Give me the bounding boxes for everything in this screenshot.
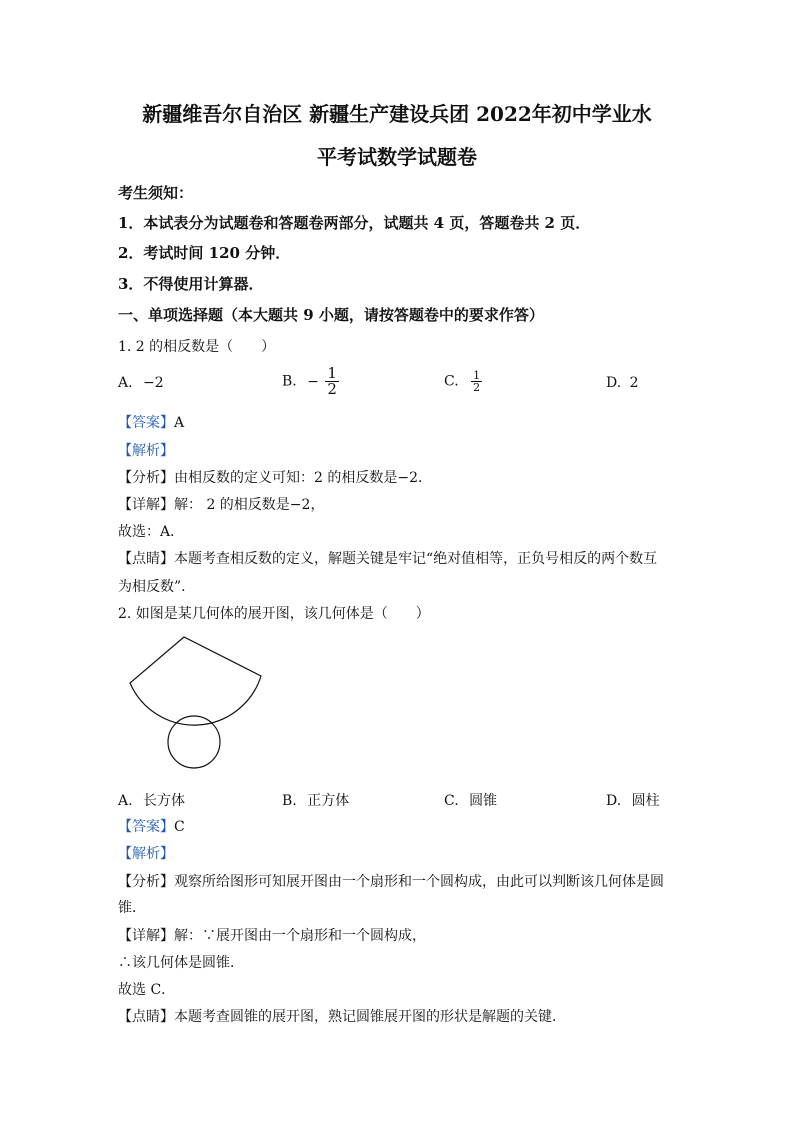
answer-value: A [174, 415, 185, 431]
q2-xiangjie-cont: ∴该几何体是圆锥． [118, 955, 244, 971]
analysis-tag: 【解析】 [118, 443, 174, 459]
dianjing-tag: 【点睛】 [118, 551, 174, 567]
notice-heading: 考生须知： [118, 184, 194, 202]
option-value: −2 [143, 375, 164, 391]
notice-item-3: 3．不得使用计算器． [118, 275, 264, 293]
fraction [471, 370, 482, 393]
option-value: 长方体 [143, 793, 186, 809]
fraction-denominator: 2 [473, 381, 481, 394]
q1-answer [118, 412, 184, 432]
fenxi-text: 观察所给图形可知展开图由一个扇形和一个圆构成，由此可以判断该几何体是圆 [174, 874, 664, 890]
q2-fenxi-cont: 锥． [118, 900, 146, 916]
q1-analysis-tag [118, 440, 174, 460]
fraction-numerator: 1 [327, 364, 337, 382]
xiangjie-tag: 【详解】 [118, 497, 174, 513]
q2-option-c [444, 790, 497, 810]
fraction-numerator: 1 [473, 369, 481, 382]
page-title-line2: 平考试数学试题卷 [317, 145, 477, 169]
analysis-tag: 【解析】 [118, 846, 174, 862]
dianjing-text: 本题考查圆锥的展开图，熟记圆锥展开图的形状是解题的关键． [174, 1009, 566, 1025]
q1-option-c [444, 370, 482, 393]
q2-option-b [282, 790, 349, 810]
fenxi-tag: 【分析】 [118, 470, 174, 486]
q1-guxuan: 故选：A． [118, 524, 185, 540]
xiangjie-text: 解： 2 的相反数是−2， [174, 497, 325, 513]
notice-item-1: 1．本试表分为试题卷和答题卷两部分，试题共 4 页，答题卷共 2 页． [118, 214, 591, 232]
option-label: B. [282, 793, 297, 809]
q2-analysis-tag [118, 843, 174, 863]
option-label: A. [118, 793, 133, 809]
q2-option-d [606, 790, 660, 810]
q2-option-a [118, 790, 185, 810]
q2-stem: 2. 如图是某几何体的展开图，该几何体是（ ） [118, 606, 430, 622]
section-heading: 一、单项选择题（本大题共 9 小题，请按答题卷中的要求作答） [118, 306, 544, 324]
fraction [325, 366, 339, 397]
sector-shape [130, 637, 261, 725]
cone-net-figure [126, 634, 266, 776]
q1-stem: 1. 2 的相反数是（ ） [118, 339, 276, 355]
circle-shape [168, 716, 220, 768]
fraction-denominator: 2 [327, 380, 337, 398]
q1-option-d [606, 375, 639, 391]
page-title-line1: 新疆维吾尔自治区 新疆生产建设兵团 2022年初中学业水 [142, 102, 652, 126]
option-value: 2 [629, 375, 639, 391]
answer-tag: 【答案】 [118, 415, 174, 431]
q2-dianjing [118, 1006, 566, 1026]
option-value: 圆柱 [631, 793, 660, 809]
option-sign: − [307, 373, 319, 390]
dianjing-text: 本题考查相反数的定义，解题关键是牢记“绝对值相等，正负号相反的两个数互 [174, 551, 658, 567]
option-label: B. [282, 373, 297, 390]
option-label: C. [444, 793, 459, 809]
answer-tag: 【答案】 [118, 819, 174, 835]
q1-option-b [282, 366, 339, 397]
xiangjie-tag: 【详解】 [118, 928, 174, 944]
q1-xiangjie [118, 494, 324, 514]
option-label: C. [444, 373, 459, 390]
fenxi-text: 由相反数的定义可知：2 的相反数是−2． [174, 470, 432, 486]
option-value: 正方体 [307, 793, 350, 809]
q1-fenxi [118, 467, 432, 487]
q1-dianjing [118, 548, 657, 568]
q1-dianjing-cont: 为相反数”． [118, 579, 196, 595]
answer-value: C [174, 819, 185, 835]
option-label: D. [606, 793, 622, 809]
option-label: D. [606, 375, 622, 391]
notice-item-2: 2．考试时间 120 分钟． [118, 244, 291, 262]
q2-xiangjie [118, 925, 426, 945]
q2-guxuan: 故选 C． [118, 982, 176, 998]
dianjing-tag: 【点睛】 [118, 1009, 174, 1025]
option-value: 圆锥 [469, 793, 498, 809]
q2-answer [118, 816, 185, 836]
q1-option-a [118, 375, 164, 391]
option-label: A. [118, 375, 133, 391]
fenxi-tag: 【分析】 [118, 874, 174, 890]
q2-fenxi [118, 871, 664, 891]
xiangjie-text: 解：∵展开图由一个扇形和一个圆构成， [174, 928, 426, 944]
